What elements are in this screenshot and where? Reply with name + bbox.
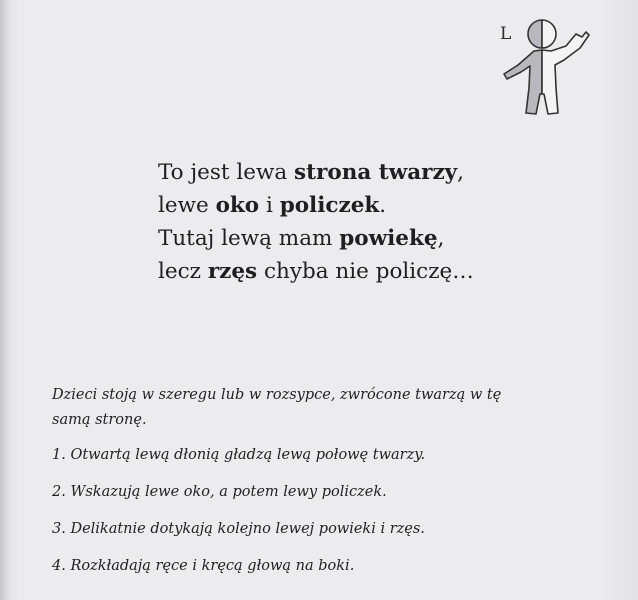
- step-2: 2. Wskazują lewe oko, a potem lewy policzek.: [52, 484, 387, 500]
- spine-shadow: [0, 0, 10, 600]
- left-side-letter: L: [500, 24, 512, 44]
- poem-line-2: [158, 189, 578, 222]
- poem-text: ,: [457, 160, 465, 185]
- intro-line-1: Dzieci stoją w szeregu lub w rozsypce, zwrócone twarzą w tę: [52, 387, 502, 403]
- poem-text: chyba nie policzę…: [257, 259, 474, 284]
- poem-line-3: [158, 222, 578, 255]
- poem-text: .: [379, 193, 387, 218]
- poem-line-1: [158, 156, 578, 189]
- poem-text: Tutaj lewą mam: [158, 226, 340, 251]
- intro-line-2: samą stronę.: [52, 412, 147, 428]
- step-4: 4. Rozkładają ręce i kręcą głową na boki.: [52, 558, 355, 574]
- poem-bold-word: powiekę: [339, 226, 438, 251]
- poem-bold-word: strona twarzy: [294, 160, 458, 185]
- poem-bold-word: policzek: [279, 193, 380, 218]
- poem-bold-word: oko: [215, 193, 260, 218]
- left-side-figure-icon: [496, 10, 596, 120]
- instructions-intro: [52, 383, 592, 433]
- exercise-instructions: [52, 383, 592, 593]
- poem-text: i: [259, 193, 280, 218]
- poem-line-4: [158, 255, 578, 288]
- step-3: 3. Delikatnie dotykają kolejno lewej powieki i rzęs.: [52, 521, 425, 537]
- poem-bold-word: rzęs: [207, 259, 258, 284]
- poem: [158, 156, 578, 288]
- poem-text: To jest lewa: [158, 160, 295, 185]
- poem-text: lecz: [158, 259, 208, 284]
- poem-text: ,: [437, 226, 445, 251]
- poem-text: lewe: [158, 193, 216, 218]
- step-1: 1. Otwartą lewą dłonią gładzą lewą połowę twarzy.: [52, 447, 426, 463]
